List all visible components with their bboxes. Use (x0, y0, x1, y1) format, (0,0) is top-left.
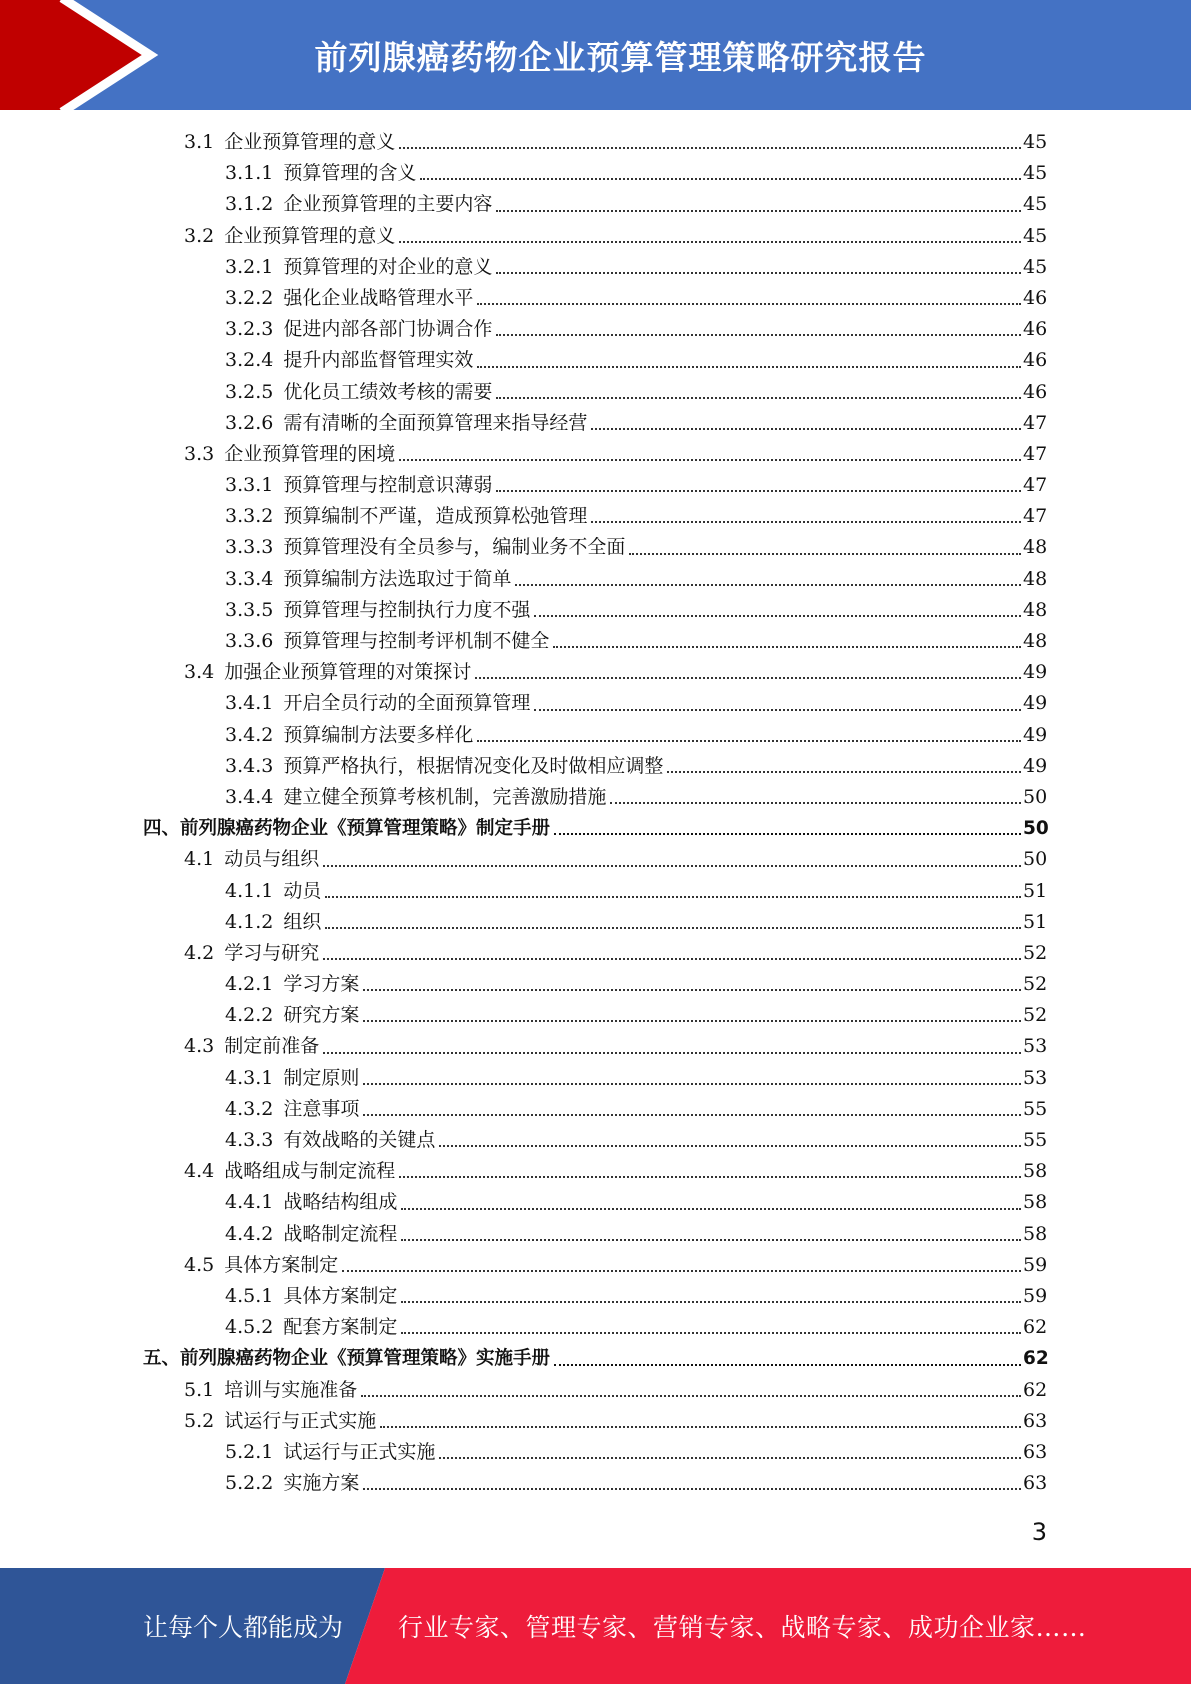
toc-entry-page: 53 (1023, 1066, 1048, 1089)
dot-leader (496, 271, 1021, 274)
report-title: 前列腺癌药物企业预算管理策略研究报告 (314, 37, 927, 77)
toc-entry-label: 建立健全预算考核机制，完善激励措施 (283, 785, 607, 808)
toc-entry-number: 4.2.1 (225, 973, 274, 996)
toc-entry-number: 4.4.1 (225, 1191, 274, 1214)
toc-entry-number: 4.4 (184, 1160, 215, 1183)
dot-leader (439, 1456, 1021, 1459)
toc-entry-label: 提升内部监督管理实效 (283, 349, 474, 372)
toc-entry-number: 3.1 (184, 131, 215, 153)
dot-leader (477, 739, 1021, 742)
dot-leader (323, 1051, 1021, 1054)
red-arrow-icon (0, 0, 160, 110)
toc-entry-label: 企业预算管理的困境 (224, 442, 396, 465)
toc-entry-number: 4.3.3 (225, 1129, 274, 1151)
toc-section-entry[interactable] (0, 221, 1191, 252)
toc-entry-number: 3.1.1 (225, 162, 274, 185)
toc-entry-page: 55 (1023, 1097, 1048, 1120)
toc-entry-page: 47 (1023, 474, 1048, 497)
toc-subsection-entry[interactable] (0, 158, 1191, 189)
toc-entry-label: 需有清晰的全面预算管理来指导经营 (283, 411, 588, 434)
toc-entry-number: 4.4.2 (225, 1222, 274, 1245)
dot-leader (325, 895, 1021, 898)
toc-entry-page: 62 (1023, 1348, 1049, 1370)
toc-chapter-entry[interactable] (0, 1343, 1191, 1374)
dot-leader (399, 1175, 1021, 1178)
toc-section-entry[interactable] (0, 1406, 1191, 1437)
toc-entry-number: 4.3 (184, 1035, 215, 1058)
toc-entry-label: 预算管理的对企业的意义 (283, 255, 493, 278)
toc-entry-label: 战略结构组成 (283, 1191, 398, 1214)
toc-section-entry[interactable] (0, 844, 1191, 875)
toc-entry-number: 3.1.2 (225, 193, 274, 216)
toc-entry-number: 3.4.2 (225, 723, 274, 746)
toc-entry-label: 实施方案 (283, 1472, 360, 1495)
toc-entry-page: 50 (1023, 785, 1048, 808)
toc-subsection-entry[interactable] (0, 1312, 1191, 1343)
toc-section-entry[interactable] (0, 657, 1191, 688)
toc-subsection-entry[interactable] (0, 782, 1191, 813)
dot-leader (591, 427, 1021, 430)
toc-subsection-entry[interactable] (0, 189, 1191, 220)
dot-leader (477, 302, 1021, 305)
toc-entry-label: 战略组成与制定流程 (224, 1160, 396, 1183)
dot-leader (401, 1331, 1021, 1334)
toc-subsection-entry[interactable] (0, 720, 1191, 751)
toc-entry-label: 制定原则 (283, 1066, 360, 1089)
dot-leader (363, 988, 1021, 991)
toc-subsection-entry[interactable] (0, 688, 1191, 719)
dot-leader (439, 1144, 1021, 1147)
dot-leader (475, 676, 1021, 679)
toc-entry-page: 48 (1023, 536, 1048, 559)
dot-leader (399, 240, 1021, 243)
toc-chapter-entry[interactable] (0, 813, 1191, 844)
toc-entry-page: 46 (1023, 318, 1048, 341)
toc-entry-page: 49 (1023, 692, 1048, 715)
toc-subsection-entry[interactable] (0, 501, 1191, 532)
toc-entry-number: 4.2.2 (225, 1004, 274, 1027)
toc-entry-number: 3.3.5 (225, 598, 274, 621)
toc-subsection-entry[interactable] (0, 1281, 1191, 1312)
toc-entry-page: 50 (1023, 818, 1049, 840)
toc-entry-label: 企业预算管理的意义 (224, 224, 396, 247)
toc-entry-page: 46 (1023, 286, 1048, 309)
toc-entry-label: 预算严格执行，根据情况变化及时做相应调整 (283, 754, 664, 777)
dot-leader (496, 396, 1021, 399)
toc-entry-label: 预算编制方法选取过于简单 (283, 567, 512, 590)
toc-entry-number: 5.1 (184, 1378, 215, 1401)
toc-subsection-entry[interactable] (0, 1125, 1191, 1156)
toc-entry-page: 59 (1023, 1284, 1048, 1307)
toc-entry-number: 3.2.6 (225, 411, 274, 434)
toc-subsection-entry[interactable] (0, 564, 1191, 595)
dot-leader (363, 1082, 1021, 1085)
dot-leader (323, 957, 1021, 960)
toc-subsection-entry[interactable] (0, 283, 1191, 314)
toc-subsection-entry[interactable] (0, 532, 1191, 563)
toc-subsection-entry[interactable] (0, 876, 1191, 907)
dot-leader (515, 583, 1021, 586)
toc-entry-label: 学习方案 (283, 973, 360, 996)
toc-entry-number: 3.2 (184, 224, 215, 247)
toc-section-entry[interactable] (0, 938, 1191, 969)
toc-subsection-entry[interactable] (0, 377, 1191, 408)
toc-subsection-entry[interactable] (0, 345, 1191, 376)
toc-entry-page: 49 (1023, 661, 1048, 684)
toc-entry-number: 4.1.2 (225, 910, 274, 933)
page-header (0, 0, 1191, 110)
toc-entry-label: 预算编制方法要多样化 (283, 723, 474, 746)
dot-leader (554, 1363, 1021, 1366)
toc-entry-page: 47 (1023, 505, 1048, 528)
toc-subsection-entry[interactable] (0, 751, 1191, 782)
toc-entry-number: 4.5.1 (225, 1284, 274, 1307)
toc-entry-number: 3.4.1 (225, 692, 274, 715)
toc-entry-number: 3.2.5 (225, 380, 274, 403)
toc-section-entry[interactable] (0, 439, 1191, 470)
dot-leader (401, 1207, 1021, 1210)
dot-leader (380, 1425, 1021, 1428)
toc-entry-page: 48 (1023, 630, 1048, 652)
dot-leader (667, 770, 1021, 773)
toc-entry-page: 45 (1023, 224, 1048, 247)
toc-entry-page: 49 (1023, 754, 1048, 777)
dot-leader (534, 614, 1021, 617)
toc-entry-label: 预算管理没有全员参与，编制业务不全面 (283, 536, 626, 559)
toc-section-entry[interactable] (0, 1156, 1191, 1187)
dot-leader (363, 1019, 1021, 1022)
toc-entry-label: 有效战略的关键点 (283, 1129, 436, 1151)
toc-entry-label: 预算管理与控制执行力度不强 (283, 598, 531, 621)
toc-entry-number: 5.2 (184, 1409, 215, 1432)
toc-entry-number: 3.2.4 (225, 349, 274, 372)
toc-entry-number: 3.3 (184, 442, 215, 465)
toc-subsection-entry[interactable] (0, 470, 1191, 501)
toc-entry-number: 3.4.3 (225, 754, 274, 777)
toc-entry-number: 3.4.4 (225, 785, 274, 808)
dot-leader (323, 864, 1021, 867)
dot-leader (534, 708, 1021, 711)
toc-entry-number: 4.1 (184, 848, 215, 871)
toc-entry-label: 动员 (283, 879, 322, 902)
toc-entry-number: 4.2 (184, 941, 215, 964)
toc-entry-label: 强化企业战略管理水平 (283, 286, 474, 309)
toc-subsection-entry[interactable] (0, 1468, 1191, 1499)
toc-entry-label: 组织 (283, 910, 322, 933)
page-number: 3 (1031, 1518, 1047, 1546)
page-footer (0, 1568, 1191, 1684)
toc-entry-label: 培训与实施准备 (224, 1378, 358, 1401)
toc-subsection-entry[interactable] (0, 1187, 1191, 1218)
dot-leader (420, 177, 1021, 180)
toc-subsection-entry[interactable] (0, 1094, 1191, 1125)
toc-entry-page: 51 (1023, 910, 1048, 933)
toc-entry-number: 4.5.2 (225, 1316, 274, 1339)
toc-entry-page: 45 (1023, 193, 1048, 216)
toc-entry-page: 45 (1023, 162, 1048, 185)
toc-entry-label: 预算管理的含义 (283, 162, 417, 185)
toc-entry-page: 47 (1023, 411, 1048, 434)
table-of-contents (0, 127, 1191, 1499)
toc-subsection-entry[interactable] (0, 1063, 1191, 1094)
toc-entry-page: 52 (1023, 1004, 1048, 1027)
toc-subsection-entry[interactable] (0, 595, 1191, 626)
footer-slogan-left: 让每个人都能成为 (143, 1613, 344, 1642)
toc-entry-number: 3.3.3 (225, 536, 274, 559)
toc-entry-page: 52 (1023, 941, 1048, 964)
dot-leader (399, 458, 1021, 461)
toc-entry-page: 58 (1023, 1222, 1048, 1245)
toc-entry-page: 53 (1023, 1035, 1048, 1058)
toc-entry-page: 50 (1023, 848, 1048, 871)
toc-entry-number: 3.3.2 (225, 505, 274, 528)
dot-leader (496, 489, 1021, 492)
toc-entry-number: 3.4 (184, 661, 215, 684)
dot-leader (477, 365, 1021, 368)
toc-entry-label: 预算编制不严谨，造成预算松弛管理 (283, 505, 588, 528)
toc-entry-label: 预算管理与控制考评机制不健全 (283, 630, 550, 652)
toc-subsection-entry[interactable] (0, 626, 1191, 657)
toc-entry-label: 试运行与正式实施 (224, 1409, 377, 1432)
toc-entry-label: 制定前准备 (224, 1035, 320, 1058)
toc-entry-number: 3.2.2 (225, 286, 274, 309)
toc-entry-label: 预算管理与控制意识薄弱 (283, 474, 493, 497)
toc-entry-page: 55 (1023, 1129, 1048, 1151)
dot-leader (399, 146, 1021, 149)
toc-entry-label: 促进内部各部门协调合作 (283, 318, 493, 341)
toc-entry-number: 4.3.2 (225, 1097, 274, 1120)
dot-leader (325, 926, 1021, 929)
toc-entry-number: 3.3.4 (225, 567, 274, 590)
toc-entry-page: 51 (1023, 879, 1048, 902)
toc-entry-label: 优化员工绩效考核的需要 (283, 380, 493, 403)
toc-section-entry[interactable] (0, 1250, 1191, 1281)
toc-subsection-entry[interactable] (0, 1219, 1191, 1250)
dot-leader (361, 1394, 1021, 1397)
toc-subsection-entry[interactable] (0, 1000, 1191, 1031)
toc-entry-label: 试运行与正式实施 (283, 1440, 436, 1463)
toc-entry-page: 59 (1023, 1253, 1048, 1276)
toc-subsection-entry[interactable] (0, 408, 1191, 439)
toc-entry-number: 4.3.1 (225, 1066, 274, 1089)
toc-section-entry[interactable] (0, 1031, 1191, 1062)
toc-entry-number: 5.2.1 (225, 1440, 274, 1463)
toc-entry-label: 具体方案制定 (283, 1284, 398, 1307)
dot-leader (401, 1238, 1021, 1241)
toc-entry-page: 62 (1023, 1378, 1048, 1401)
toc-entry-page: 48 (1023, 567, 1048, 590)
toc-entry-page: 52 (1023, 973, 1048, 996)
footer-slogan-right: 行业专家、管理专家、营销专家、战略专家、成功企业家…… (398, 1613, 1087, 1642)
toc-entry-label: 具体方案制定 (224, 1253, 339, 1276)
dot-leader (553, 645, 1021, 648)
dot-leader (496, 209, 1021, 212)
toc-entry-number: 4.5 (184, 1253, 215, 1276)
toc-entry-label: 五、前列腺癌药物企业《预算管理策略》实施手册 (143, 1348, 551, 1370)
toc-section-entry[interactable] (0, 1375, 1191, 1406)
toc-entry-page: 47 (1023, 442, 1048, 465)
toc-entry-page: 45 (1023, 131, 1048, 153)
toc-section-entry[interactable] (0, 127, 1191, 158)
toc-entry-label: 配套方案制定 (283, 1316, 398, 1339)
toc-entry-label: 战略制定流程 (283, 1222, 398, 1245)
dot-leader (629, 552, 1021, 555)
toc-entry-number: 5.2.2 (225, 1472, 274, 1495)
toc-entry-label: 企业预算管理的主要内容 (283, 193, 493, 216)
dot-leader (496, 333, 1021, 336)
toc-entry-page: 46 (1023, 349, 1048, 372)
toc-entry-number: 3.3.1 (225, 474, 274, 497)
toc-entry-label: 学习与研究 (224, 941, 320, 964)
toc-entry-page: 46 (1023, 380, 1048, 403)
toc-entry-label: 四、前列腺癌药物企业《预算管理策略》制定手册 (143, 818, 551, 840)
dot-leader (554, 832, 1021, 835)
toc-entry-number: 4.1.1 (225, 879, 274, 902)
toc-entry-page: 63 (1023, 1440, 1048, 1463)
toc-entry-label: 动员与组织 (224, 848, 320, 871)
toc-entry-page: 49 (1023, 723, 1048, 746)
toc-entry-page: 58 (1023, 1160, 1048, 1183)
toc-entry-label: 加强企业预算管理的对策探讨 (224, 661, 472, 684)
toc-entry-number: 3.3.6 (225, 630, 274, 652)
toc-entry-page: 63 (1023, 1409, 1048, 1432)
toc-subsection-entry[interactable] (0, 314, 1191, 345)
toc-subsection-entry[interactable] (0, 969, 1191, 1000)
toc-entry-label: 开启全员行动的全面预算管理 (283, 692, 531, 715)
toc-entry-page: 63 (1023, 1472, 1048, 1495)
toc-entry-number: 3.2.1 (225, 255, 274, 278)
toc-subsection-entry[interactable] (0, 1437, 1191, 1468)
toc-entry-page: 48 (1023, 598, 1048, 621)
toc-entry-label: 企业预算管理的意义 (224, 131, 396, 153)
toc-subsection-entry[interactable] (0, 907, 1191, 938)
dot-leader (591, 520, 1021, 523)
dot-leader (363, 1487, 1021, 1490)
toc-entry-page: 58 (1023, 1191, 1048, 1214)
dot-leader (401, 1300, 1021, 1303)
toc-entry-label: 研究方案 (283, 1004, 360, 1027)
dot-leader (610, 801, 1021, 804)
toc-entry-page: 45 (1023, 255, 1048, 278)
dot-leader (342, 1269, 1021, 1272)
toc-entry-label: 注意事项 (283, 1097, 360, 1120)
toc-entry-page: 62 (1023, 1316, 1048, 1339)
toc-subsection-entry[interactable] (0, 252, 1191, 283)
toc-entry-number: 3.2.3 (225, 318, 274, 341)
dot-leader (363, 1113, 1021, 1116)
